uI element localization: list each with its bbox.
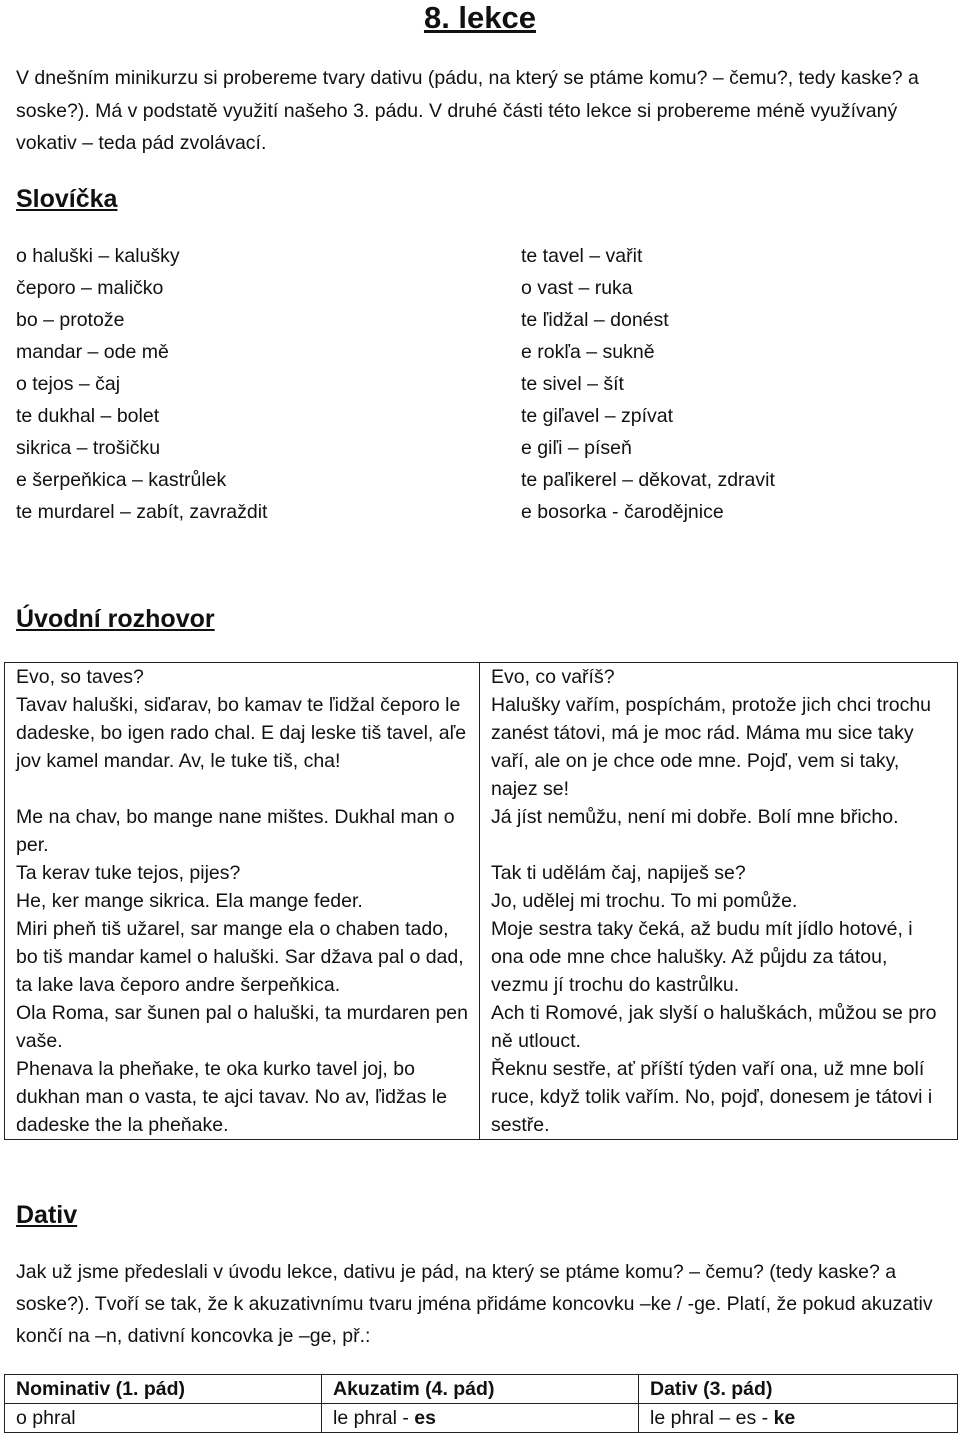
vocab-item: te giľavel – zpívat — [521, 405, 674, 427]
dative-ending: ke — [773, 1407, 796, 1429]
vocab-item: e giľi – píseň — [521, 437, 632, 459]
vocab-item: te sivel – šít — [521, 373, 624, 395]
dialog-czech: Já jíst nemůžu, není mi dobře. Bolí mne břicho. — [480, 803, 958, 859]
dialog-row — [5, 887, 958, 915]
vocab-item: te murdarel – zabít, zavraždit — [16, 501, 268, 523]
vocab-item: mandar – ode mě — [16, 341, 169, 363]
vocab-heading: Slovíčka — [16, 185, 118, 213]
vocab-item: o vast – ruka — [521, 277, 633, 299]
vocab-item: o tejos – čaj — [16, 373, 121, 395]
dialog-czech: Jo, udělej mi trochu. To mi pomůže. — [480, 887, 958, 915]
vocab-item: te ľidžal – donést — [521, 309, 669, 331]
accusative-stem: le phral - — [333, 1407, 415, 1429]
cases-dative — [639, 1404, 958, 1433]
cases-table — [4, 1374, 958, 1433]
vocab-item: te tavel – vařit — [521, 245, 643, 267]
vocab-item: sikrica – trošičku — [16, 437, 161, 459]
dialog-row — [5, 1055, 958, 1140]
vocab-item: te paľikerel – děkovat, zdravit — [521, 469, 775, 491]
dialog-row — [5, 803, 958, 859]
dialog-romani: He, ker mange sikrica. Ela mange feder. — [5, 887, 480, 915]
dialog-romani: Ta kerav tuke tejos, pijes? — [5, 859, 480, 887]
cases-accusative — [322, 1404, 639, 1433]
vocab-list-right — [521, 240, 775, 528]
intro-paragraph: V dnešním minikurzu si probereme tvary dativu (pádu, na který se ptáme komu? – čemu?, tedy kaske? a soske?). Má v podstatě využití našeho 3. pádu. V druhé části této lekce si probereme méně využívaný vokativ – teda pád zvolávací. — [16, 67, 919, 154]
vocab-item: čeporo – maličko — [16, 277, 164, 299]
vocab-item: bo – protože — [16, 309, 125, 331]
dialog-row — [5, 691, 958, 803]
dialog-czech: Halušky vařím, pospíchám, protože jich chci trochu zanést tátovi, má je moc rád. Máma mu sice taky vaří, ale on je chce ode mne. Pojď, vem si taky, najez se! — [480, 691, 958, 803]
dativ-heading: Dativ — [16, 1201, 78, 1229]
dialog-romani: Tavav haluški, siďarav, bo kamav te ľidžal čeporo le dadeske, bo igen rado chal. E daj leske tiš tavel, aľe jov kamel mandar. Av, le tuke tiš, cha! — [5, 691, 480, 803]
vocab-item: e šerpeňkica – kastrůlek — [16, 469, 227, 491]
cases-header-row — [5, 1375, 958, 1404]
dialog-row — [5, 663, 958, 692]
cases-header: Dativ (3. pád) — [639, 1375, 958, 1404]
dialog-czech: Řeknu sestře, ať příští týden vaří ona, už mne bolí ruce, když tolik vařím. No, pojď, donesem je tátovi i sestře. — [480, 1055, 958, 1140]
dialog-czech: Ach ti Romové, jak slyší o haluškách, můžou se pro ně utlouct. — [480, 999, 958, 1055]
cases-row — [5, 1404, 958, 1433]
accusative-ending: es — [414, 1407, 436, 1429]
dialog-romani: Phenava la pheňake, te oka kurko tavel joj, bo dukhan man o vasta, te ajci tavav. No av, ľidžas le dadeske the la pheňake. — [5, 1055, 480, 1140]
dialog-czech: Evo, co vaříš? — [480, 663, 958, 692]
dialog-table — [4, 662, 958, 1140]
dialog-romani: Miri pheň tiš užarel, sar mange ela o chaben tado, bo tiš mandar kamel o haluški. Sar džava pal o dad, ta lake lava čeporo andre šerpeňkica. — [5, 915, 480, 999]
vocab-item: e bosorka - čarodějnice — [521, 501, 724, 523]
dialog-heading: Úvodní rozhovor — [16, 605, 215, 633]
dative-stem: le phral – es - — [650, 1407, 774, 1429]
vocab-item: o haluški – kalušky — [16, 245, 180, 267]
vocab-item: te dukhal – bolet — [16, 405, 160, 427]
dialog-row — [5, 859, 958, 887]
vocab-item: e rokľa – sukně — [521, 341, 655, 363]
dialog-czech: Tak ti udělám čaj, napiješ se? — [480, 859, 958, 887]
dialog-row — [5, 999, 958, 1055]
dativ-paragraph: Jak už jsme předeslali v úvodu lekce, dativu je pád, na který se ptáme komu? – čemu? (tedy kaske? a soske?). Tvoří se tak, že k akuzativnímu tvaru jména přidáme koncovku –ke / -ge. Platí, že pokud akuzativ končí na –n, dativní koncovka je –ge, př.: — [16, 1261, 933, 1347]
dialog-row — [5, 915, 958, 999]
cases-header: Nominativ (1. pád) — [5, 1375, 322, 1404]
cases-nominative: o phral — [5, 1404, 322, 1433]
dialog-romani: Ola Roma, sar šunen pal o haluški, ta murdaren pen vaše. — [5, 999, 480, 1055]
lesson-title: 8. lekce — [423, 0, 537, 35]
cases-header: Akuzatim (4. pád) — [322, 1375, 639, 1404]
vocab-list-left — [16, 240, 267, 528]
dialog-romani: Me na chav, bo mange nane mištes. Dukhal man o per. — [5, 803, 480, 859]
dialog-czech: Moje sestra taky čeká, až budu mít jídlo hotové, i ona ode mne chce halušky. Až půjdu za tátou, vezmu jí trochu do kastrůlku. — [480, 915, 958, 999]
dialog-romani: Evo, so taves? — [5, 663, 480, 692]
